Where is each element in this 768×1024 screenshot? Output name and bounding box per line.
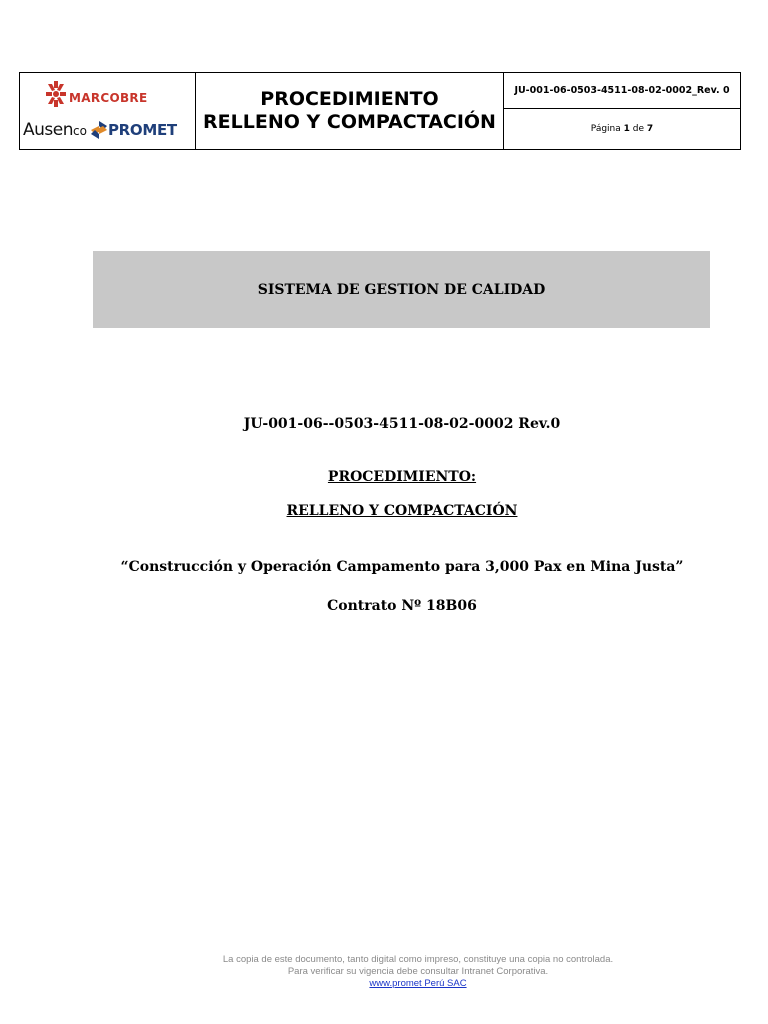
- procedure-title: RELLENO Y COMPACTACIÓN: [286, 503, 518, 519]
- footer-line-2: Para verificar su vigencia debe consultar Intranet Corporativa.: [287, 966, 549, 977]
- page-indicator: [504, 109, 740, 149]
- page-total: 7: [646, 124, 654, 134]
- header-title: [196, 73, 504, 149]
- footer-link[interactable]: www.promet Perú SAC: [369, 978, 467, 989]
- promet-logo: PROMET: [107, 121, 177, 139]
- ausenco-promet-logos: [23, 120, 177, 140]
- header-title-line2: RELLENO Y COMPACTACIÓN: [203, 111, 496, 133]
- document-code: JU-001-06-0503-4511-08-02-0002_Rev. 0: [504, 73, 740, 109]
- footer-line-1: La copia de este documento, tanto digital como impreso, constituye una copia no controlada.: [222, 954, 614, 965]
- page-prefix: Página: [590, 124, 621, 134]
- marcobre-logo: [46, 81, 147, 107]
- page-current: 1: [623, 124, 630, 134]
- logos-cell: [20, 73, 196, 149]
- ausenco-logo: Ausenco: [23, 120, 87, 140]
- marcobre-mark-icon: [46, 81, 66, 107]
- promet-mark-icon: [91, 121, 107, 139]
- procedure-heading: PROCEDIMIENTO:: [327, 469, 477, 485]
- marcobre-text: MARCOBRE: [69, 91, 148, 105]
- quality-system-banner: SISTEMA DE GESTION DE CALIDAD: [93, 251, 710, 328]
- footer-link-wrap: [34, 978, 768, 989]
- document-header: [19, 72, 741, 150]
- page-of: de: [632, 124, 645, 134]
- header-meta: [504, 73, 740, 149]
- header-title-line1: PROCEDIMIENTO: [260, 88, 439, 110]
- contract-number: Contrato Nº 18B06: [327, 598, 477, 614]
- project-title: “Construcción y Operación Campamento para 3,000 Pax en Mina Justa”: [120, 559, 684, 575]
- document-code-body: JU-001-06--0503-4511-08-02-0002 Rev.0: [243, 416, 561, 432]
